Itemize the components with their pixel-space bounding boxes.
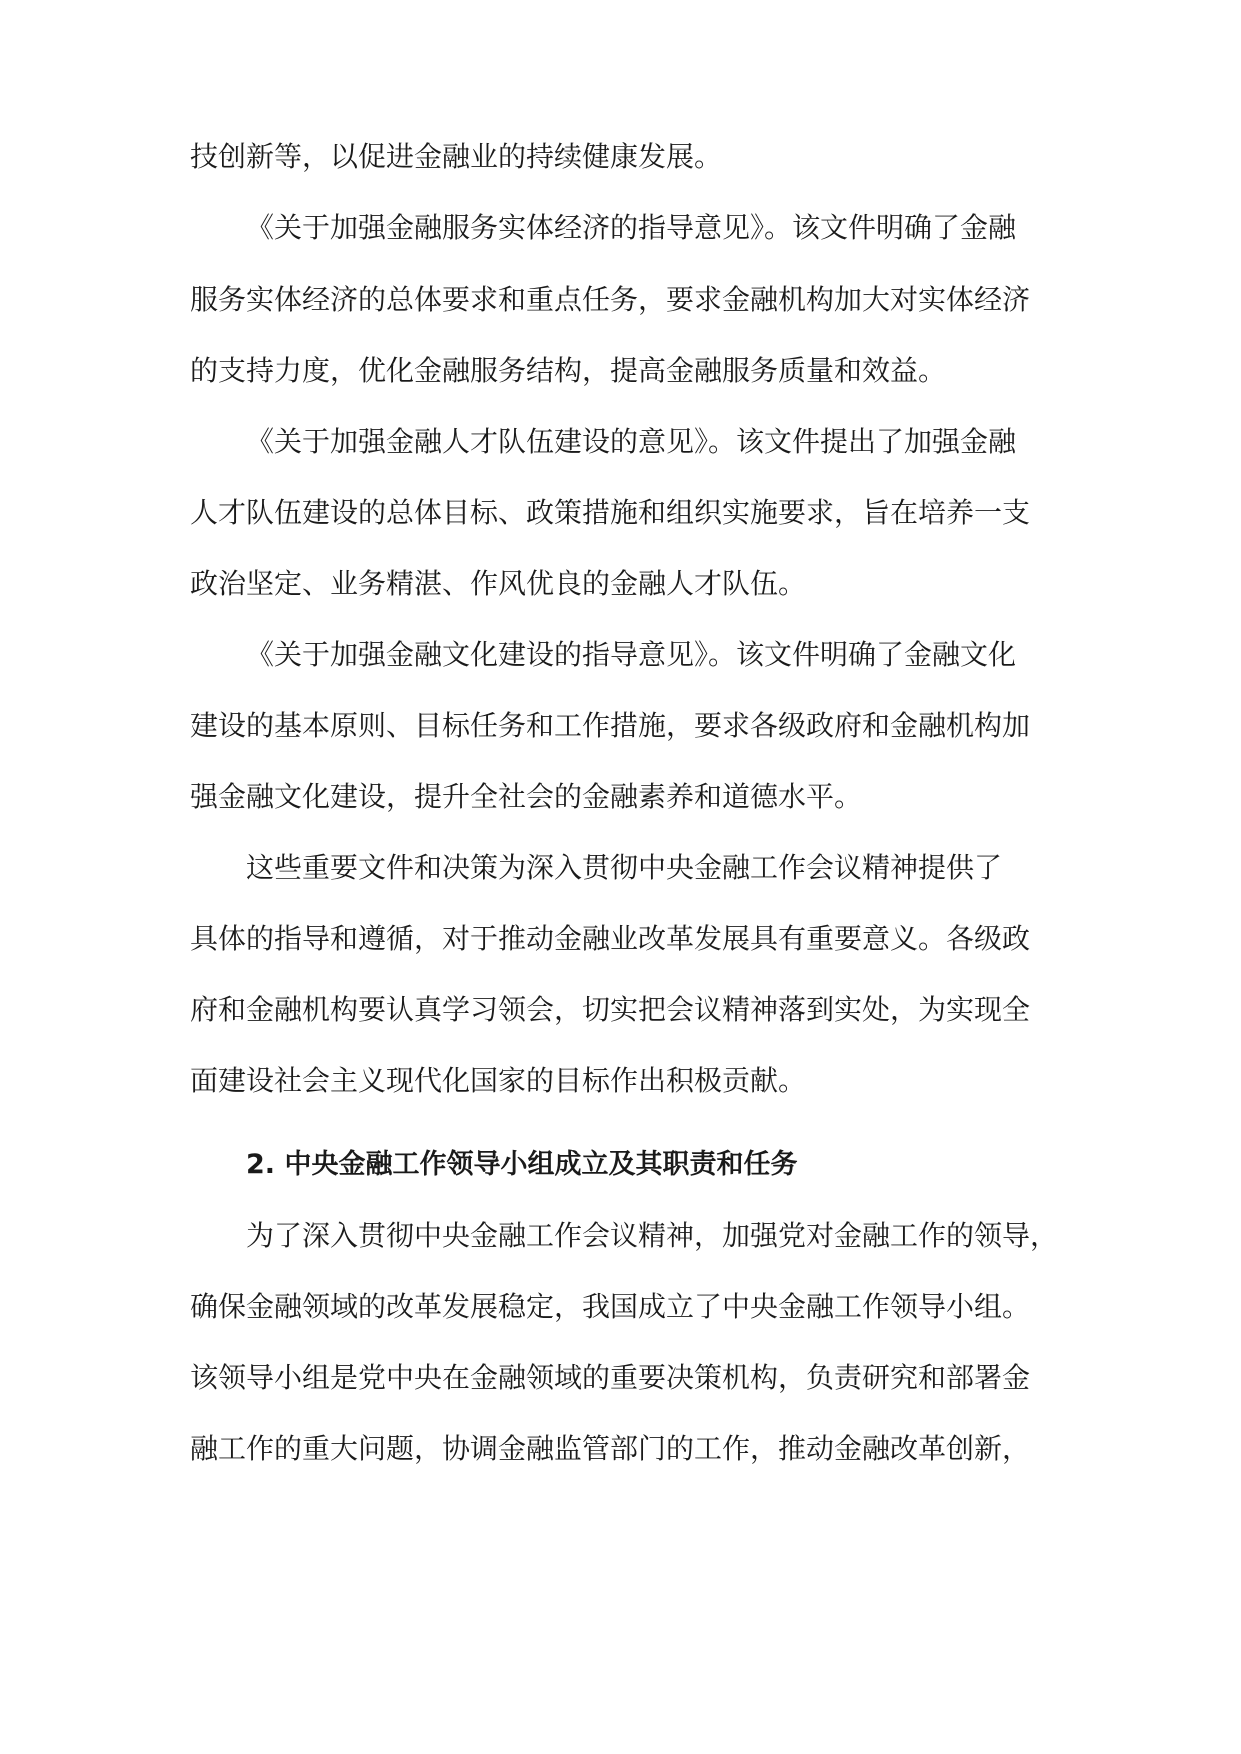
paragraph-line: 人才队伍建设的总体目标、政策措施和组织实施要求，旨在培养一支 — [190, 496, 1031, 529]
paragraph-line: 融工作的重大问题，协调金融监管部门的工作，推动金融改革创新， — [190, 1432, 1031, 1465]
paragraph-line: 面建设社会主义现代化国家的目标作出积极贡献。 — [190, 1064, 807, 1097]
paragraph-line: 服务实体经济的总体要求和重点任务，要求金融机构加大对实体经济 — [190, 283, 1031, 316]
paragraph-line: 具体的指导和遵循，对于推动金融业改革发展具有重要意义。各级政 — [190, 922, 1031, 955]
paragraph-line: 政治坚定、业务精湛、作风优良的金融人才队伍。 — [190, 567, 807, 600]
paragraph-line: 技创新等，以促进金融业的持续健康发展。 — [190, 140, 723, 173]
section-heading: 2. 中央金融工作领导小组成立及其职责和任务 — [246, 1149, 798, 1180]
paragraph-line: 《关于加强金融服务实体经济的指导意见》。该文件明确了金融 — [246, 211, 1017, 244]
paragraph-line: 强金融文化建设，提升全社会的金融素养和道德水平。 — [190, 780, 863, 813]
paragraph-line: 这些重要文件和决策为深入贯彻中央金融工作会议精神提供了 — [246, 851, 1003, 884]
paragraph-line: 确保金融领域的改革发展稳定，我国成立了中央金融工作领导小组。 — [190, 1290, 1031, 1323]
paragraph-line: 《关于加强金融文化建设的指导意见》。该文件明确了金融文化 — [246, 638, 1017, 671]
paragraph-line: 建设的基本原则、目标任务和工作措施，要求各级政府和金融机构加 — [190, 709, 1031, 742]
paragraph-line: 该领导小组是党中央在金融领域的重要决策机构，负责研究和部署金 — [190, 1361, 1031, 1394]
paragraph-line: 府和金融机构要认真学习领会，切实把会议精神落到实处，为实现全 — [190, 993, 1031, 1026]
paragraph-line: 为了深入贯彻中央金融工作会议精神，加强党对金融工作的领导， — [246, 1219, 1059, 1252]
paragraph-line: 《关于加强金融人才队伍建设的意见》。该文件提出了加强金融 — [246, 425, 1017, 458]
paragraph-line: 的支持力度，优化金融服务结构，提高金融服务质量和效益。 — [190, 354, 947, 387]
